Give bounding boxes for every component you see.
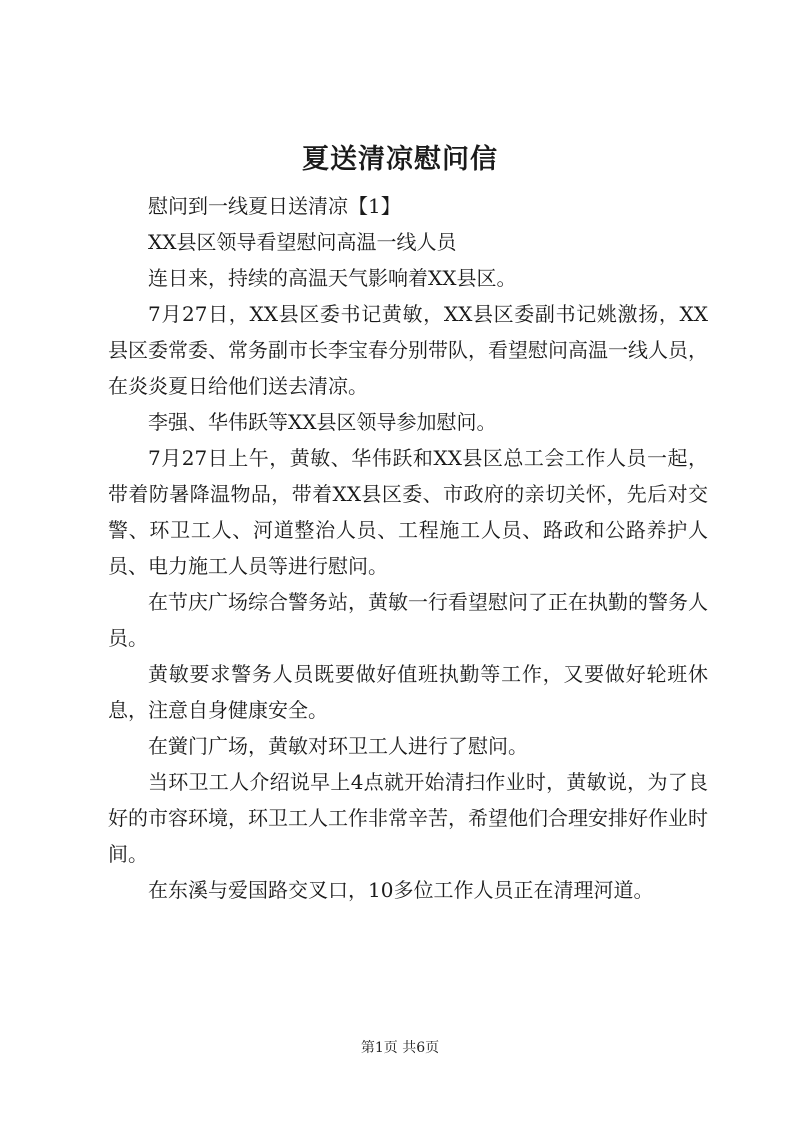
- paragraph: 当环卫工人介绍说早上4点就开始清扫作业时，黄敏说，为了良好的市容环境，环卫工人工作非常辛苦，希望他们合理安排好作业时间。: [108, 770, 708, 866]
- paragraph: XX县区领导看望慰问高温一线人员: [148, 230, 457, 254]
- paragraph: 慰问到一线夏日送清凉【1】: [148, 194, 401, 218]
- paragraph: 连日来，持续的高温天气影响着XX县区。: [148, 266, 517, 290]
- page-footer: 第1页 共6页: [360, 1040, 440, 1056]
- paragraph: 李强、华伟跃等XX县区领导参加慰问。: [148, 410, 497, 434]
- paragraph: 在黉门广场，黄敏对环卫工人进行了慰问。: [148, 734, 528, 758]
- paragraph: 在东溪与爱国路交叉口，10多位工作人员正在清理河道。: [148, 878, 654, 902]
- document-body: [108, 188, 708, 908]
- paragraph: 黄敏要求警务人员既要做好值班执勤等工作，又要做好轮班休息，注意自身健康安全。: [108, 662, 708, 722]
- document-title: 夏送清凉慰问信: [302, 144, 498, 175]
- paragraph: 在节庆广场综合警务站，黄敏一行看望慰问了正在执勤的警务人员。: [108, 590, 708, 650]
- paragraph: 7月27日，XX县区委书记黄敏，XX县区委副书记姚激扬，XX县区委常委、常务副市长李宝春分别带队，看望慰问高温一线人员，在炎炎夏日给他们送去清凉。: [108, 302, 708, 398]
- paragraph: 7月27日上午，黄敏、华伟跃和XX县区总工会工作人员一起，带着防暑降温物品，带着XX县区委、市政府的亲切关怀，先后对交警、环卫工人、河道整治人员、工程施工人员、路政和公路养护人员、电力施工人员等进行慰问。: [108, 446, 708, 578]
